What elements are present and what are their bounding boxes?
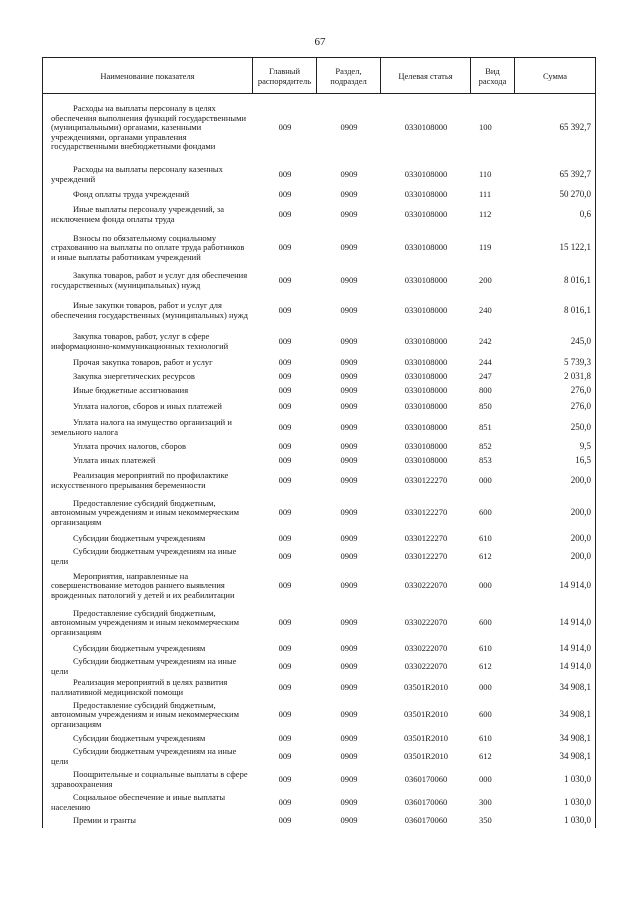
cell-sum: 276,0 [570,401,591,412]
cell-rz: 0909 [340,643,358,654]
cell-name: Расходы на выплаты персоналу в целях обеспечения выполнения функций государственными (муниципальными) органами, казенными учреждениями, органами управления государственными внебюджетными фондами [51,103,247,152]
cell-name: Закупка товаров, работ, услуг в сфере информационно-коммуникационных технологий [51,331,229,351]
cell-rz: 0909 [340,733,358,744]
cell-rz: 0909 [340,189,358,200]
cell-rz: 0909 [340,305,358,316]
table-row [43,162,595,188]
cell-rz: 0909 [340,385,358,396]
cell-gr: 009 [278,774,292,785]
cell-rz: 0909 [340,815,358,826]
table-row [43,604,595,642]
cell-rz: 0909 [340,682,358,693]
cell-gr: 009 [278,682,292,693]
table-row [43,440,595,454]
cell-gr: 009 [278,357,292,368]
cell-vr: 242 [479,336,492,347]
cell-gr: 009 [278,751,292,762]
cell-rz: 0909 [340,661,358,672]
cell-name: Реализация мероприятий в целях развития паллиативной медицинской помощи [51,677,228,697]
cell-vr: 610 [479,733,492,744]
cell-sum: 9,5 [579,441,591,452]
cell-gr: 009 [278,336,292,347]
cell-vr: 600 [479,709,492,720]
cell-sum: 245,0 [570,336,591,347]
table-row [43,416,595,440]
table-row [43,746,595,768]
cell-rz: 0909 [340,475,358,486]
cell-vr: 112 [479,209,492,220]
table-row [43,454,595,468]
cell-gr: 009 [278,122,292,133]
cell-vr: 851 [479,422,492,433]
cell-gr: 009 [278,371,292,382]
cell-sum: 0,6 [579,209,591,220]
table-row [43,494,595,532]
cell-rz: 0909 [340,507,358,518]
header-cs: Целевая статья [381,58,471,93]
cell-gr: 009 [278,475,292,486]
cell-sum: 2 031,8 [564,371,591,382]
cell-cs: 0360170060 [404,815,448,826]
cell-gr: 009 [278,401,292,412]
cell-name: Субсидии бюджетным учреждениям на иные цели [51,546,237,566]
cell-rz: 0909 [340,551,358,562]
cell-rz: 0909 [340,797,358,808]
cell-vr: 600 [479,617,492,628]
cell-vr: 100 [479,122,492,133]
cell-sum: 276,0 [570,385,591,396]
cell-name: Реализация мероприятий по профилактике искусственного прерывания беременности [51,470,229,490]
cell-rz: 0909 [340,401,358,412]
cell-gr: 009 [278,385,292,396]
table-row [43,294,595,328]
cell-sum: 14 914,0 [559,580,591,591]
cell-vr: 852 [479,441,492,452]
cell-sum: 200,0 [570,551,591,562]
cell-gr: 009 [278,797,292,808]
cell-name: Прочая закупка товаров, работ и услуг [73,357,213,368]
cell-gr: 009 [278,189,292,200]
table-row [43,546,595,568]
cell-vr: 000 [479,580,492,591]
cell-sum: 34 908,1 [559,733,591,744]
cell-gr: 009 [278,455,292,466]
cell-vr: 119 [479,242,492,253]
cell-vr: 600 [479,507,492,518]
cell-name: Фонд оплаты труда учреждений [73,189,190,200]
cell-name: Уплата иных платежей [73,455,156,466]
cell-name: Поощрительные и социальные выплаты в сфере здравоохранения [51,769,248,789]
cell-vr: 000 [479,774,492,785]
cell-rz: 0909 [340,275,358,286]
cell-vr: 247 [479,371,492,382]
cell-cs: 0330108000 [404,209,448,220]
cell-cs: 0330122270 [404,533,448,544]
cell-name: Иные бюджетные ассигнования [73,385,189,396]
cell-gr: 009 [278,733,292,744]
cell-vr: 111 [479,189,492,200]
table-row [43,384,595,398]
cell-cs: 0360170060 [404,797,448,808]
cell-name: Предоставление субсидий бюджетным, автономным учреждениям и иным некоммерческим организациям [51,497,239,527]
cell-name: Социальное обеспечение и иные выплаты населению [51,792,226,812]
cell-cs: 0330122270 [404,475,448,486]
cell-sum: 8 016,1 [564,275,591,286]
cell-name: Субсидии бюджетным учреждениям на иные цели [51,746,237,766]
cell-gr: 009 [278,441,292,452]
table-row [43,698,595,732]
cell-cs: 0330222070 [404,643,448,654]
cell-sum: 34 908,1 [559,751,591,762]
header-gr: Главный распорядитель [253,58,317,93]
cell-gr: 009 [278,580,292,591]
cell-name: Взносы по обязательному социальному страхованию на выплаты по оплате труда работников и иные выплаты работникам учреждений [51,232,245,262]
cell-gr: 009 [278,242,292,253]
cell-cs: 03501R2010 [404,682,448,693]
cell-rz: 0909 [340,357,358,368]
cell-gr: 009 [278,305,292,316]
cell-name: Премии и гранты [73,815,136,826]
cell-sum: 1 030,0 [564,815,591,826]
cell-rz: 0909 [340,617,358,628]
header-vr: Вид расхода [471,58,515,93]
cell-vr: 610 [479,533,492,544]
table-row [43,228,595,268]
table-row [43,732,595,746]
table-row [43,792,595,814]
cell-sum: 200,0 [570,533,591,544]
cell-name: Иные закупки товаров, работ и услуг для обеспечения государственных (муниципальных) нужд [51,300,248,320]
cell-rz: 0909 [340,751,358,762]
cell-sum: 5 739,3 [564,357,591,368]
cell-vr: 240 [479,305,492,316]
table-row [43,468,595,494]
cell-sum: 65 392,7 [559,122,591,133]
cell-cs: 0360170060 [404,774,448,785]
cell-gr: 009 [278,533,292,544]
cell-vr: 850 [479,401,492,412]
table-row [43,188,595,202]
cell-gr: 009 [278,617,292,628]
cell-vr: 612 [479,751,492,762]
cell-cs: 0330108000 [404,422,448,433]
header-rz: Раздел, подраздел [317,58,381,93]
table-row [43,642,595,656]
cell-cs: 0330222070 [404,580,448,591]
cell-cs: 0330108000 [404,275,448,286]
cell-name: Предоставление субсидий бюджетным, автономным учреждениям и иным некоммерческим организациям [51,607,239,637]
table-row [43,356,595,370]
table-row [43,202,595,228]
table-row [43,768,595,792]
table-row [43,656,595,678]
cell-rz: 0909 [340,122,358,133]
cell-rz: 0909 [340,774,358,785]
cell-sum: 34 908,1 [559,709,591,720]
table-row [43,814,595,828]
cell-vr: 110 [479,169,492,180]
cell-cs: 03501R2010 [404,709,448,720]
cell-vr: 300 [479,797,492,808]
cell-sum: 14 914,0 [559,617,591,628]
cell-gr: 009 [278,709,292,720]
cell-vr: 000 [479,475,492,486]
cell-gr: 009 [278,815,292,826]
cell-name: Расходы на выплаты персоналу казенных учреждений [51,164,223,184]
cell-name: Мероприятия, направленные на совершенствование методов раннего выявления врожденных патологий у детей и их реабилитации [51,570,235,600]
table-row [43,328,595,356]
cell-cs: 0330108000 [404,169,448,180]
cell-name: Субсидии бюджетным учреждениям [73,533,206,544]
cell-cs: 0330122270 [404,551,448,562]
cell-name: Уплата налогов, сборов и иных платежей [73,401,222,412]
cell-cs: 0330108000 [404,385,448,396]
cell-sum: 200,0 [570,507,591,518]
cell-sum: 50 270,0 [559,189,591,200]
cell-rz: 0909 [340,580,358,591]
cell-rz: 0909 [340,242,358,253]
page-number: 67 [314,36,326,48]
table-row [43,94,595,162]
cell-rz: 0909 [340,533,358,544]
cell-cs: 0330122270 [404,507,448,518]
cell-vr: 612 [479,551,492,562]
table-row [43,268,595,294]
cell-cs: 0330108000 [404,401,448,412]
cell-sum: 15 122,1 [559,242,591,253]
cell-gr: 009 [278,661,292,672]
cell-gr: 009 [278,209,292,220]
cell-cs: 03501R2010 [404,733,448,744]
cell-gr: 009 [278,169,292,180]
cell-vr: 000 [479,682,492,693]
cell-rz: 0909 [340,209,358,220]
cell-cs: 03501R2010 [404,751,448,762]
cell-sum: 1 030,0 [564,774,591,785]
cell-vr: 610 [479,643,492,654]
cell-name: Иные выплаты персоналу учреждений, за исключением фонда оплаты труда [51,204,225,224]
cell-sum: 1 030,0 [564,797,591,808]
cell-cs: 0330108000 [404,189,448,200]
cell-rz: 0909 [340,709,358,720]
cell-sum: 14 914,0 [559,643,591,654]
cell-name: Уплата прочих налогов, сборов [73,441,186,452]
table-body [43,94,595,828]
header-sum: Сумма [542,70,568,81]
cell-sum: 65 392,7 [559,169,591,180]
cell-vr: 244 [479,357,492,368]
cell-sum: 16,5 [575,455,591,466]
table-row [43,398,595,416]
cell-rz: 0909 [340,422,358,433]
cell-cs: 0330108000 [404,122,448,133]
cell-cs: 0330222070 [404,617,448,628]
cell-vr: 350 [479,815,492,826]
table-row [43,532,595,546]
cell-rz: 0909 [340,441,358,452]
cell-vr: 200 [479,275,492,286]
budget-table [42,57,596,828]
cell-cs: 0330108000 [404,371,448,382]
cell-name: Субсидии бюджетным учреждениям на иные цели [51,656,237,676]
cell-name: Уплата налога на имущество организаций и земельного налога [51,417,232,437]
cell-cs: 0330108000 [404,357,448,368]
cell-name: Субсидии бюджетным учреждениям [73,733,206,744]
cell-rz: 0909 [340,371,358,382]
cell-cs: 0330108000 [404,336,448,347]
cell-sum: 250,0 [570,422,591,433]
cell-name: Субсидии бюджетным учреждениям [73,643,206,654]
cell-gr: 009 [278,551,292,562]
cell-name: Предоставление субсидий бюджетным, автономным учреждениям и иным некоммерческим организациям [51,699,239,729]
cell-sum: 8 016,1 [564,305,591,316]
cell-sum: 34 908,1 [559,682,591,693]
table-row [43,370,595,384]
cell-sum: 14 914,0 [559,661,591,672]
cell-rz: 0909 [340,169,358,180]
table-header [43,58,595,94]
cell-cs: 0330108000 [404,455,448,466]
cell-gr: 009 [278,643,292,654]
cell-vr: 612 [479,661,492,672]
cell-rz: 0909 [340,336,358,347]
cell-cs: 0330222070 [404,661,448,672]
cell-vr: 800 [479,385,492,396]
table-row [43,568,595,604]
cell-cs: 0330108000 [404,441,448,452]
cell-sum: 200,0 [570,475,591,486]
table-row [43,678,595,698]
cell-cs: 0330108000 [404,242,448,253]
cell-gr: 009 [278,507,292,518]
cell-gr: 009 [278,275,292,286]
header-name: Наименование показателя [43,58,253,93]
cell-name: Закупка энергетических ресурсов [73,371,195,382]
cell-cs: 0330108000 [404,305,448,316]
cell-rz: 0909 [340,455,358,466]
cell-gr: 009 [278,422,292,433]
cell-name: Закупка товаров, работ и услуг для обеспечения государственных (муниципальных) нужд [51,270,248,290]
cell-vr: 853 [479,455,492,466]
